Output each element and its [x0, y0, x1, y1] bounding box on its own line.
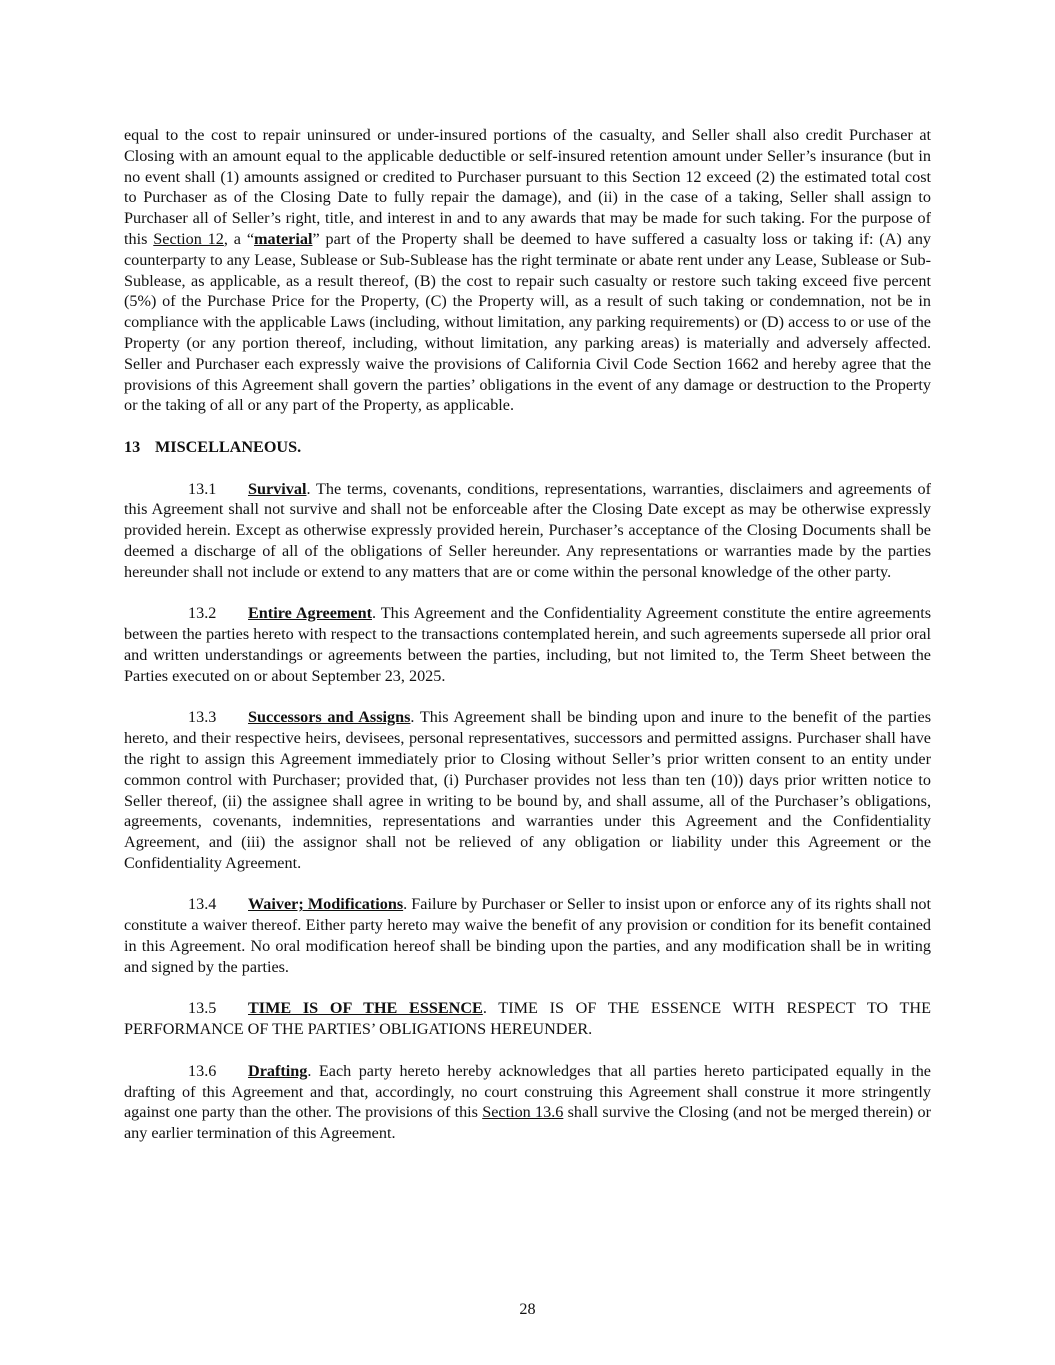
section-number: 13.3 [188, 708, 217, 727]
section-13-5: 13.5 TIME IS OF THE ESSENCE. TIME IS OF THE ESSENCE WITH RESPECT TO THE PERFORMANCE OF THE PARTIES’ OBLIGATIONS HEREUNDER. [124, 999, 931, 1039]
article-title: MISCELLANEOUS. [155, 437, 302, 456]
section-13-2: 13.2 Entire Agreement. This Agreement and the Confidentiality Agreement constitute the entire agreements between the parties hereto with respect to the transactions contemplated herein, and such agreements supersede all prior oral and written understandings or agreements between the parties, including, but not limited to, the Term Sheet between the Parties executed on or about September 23, 2025. [124, 604, 931, 685]
section-title: Survival [248, 479, 307, 498]
section-title: Drafting [248, 1061, 308, 1080]
section-number: 13.1 [188, 479, 217, 498]
article-number: 13 [124, 437, 141, 456]
section-13-1: 13.1 Survival. The terms, covenants, conditions, representations, warranties, disclaimers and agreements of this Agreement shall not survive and shall not be enforceable after the Closing Date except as may be otherwise expressly provided herein. Except as otherwise expressly provided herein, Purchaser’s acceptance of the Closing Documents shall be deemed a discharge of all of the obligations of Seller hereunder. Any representations or warranties made by the parties hereunder shall not include or extend to any matters that are or come within the personal knowledge of the other party. [124, 479, 931, 581]
section-number: 13.6 [188, 1061, 217, 1080]
section-title: Successors and Assigns [248, 708, 411, 727]
section-13-4: 13.4 Waiver; Modifications. Failure by Purchaser or Seller to insist upon or enforce any of its rights shall not constitute a waiver thereof. Either party hereto may waive the benefit of any provision or condition for its benefit contained in this Agreement. No oral modification hereof shall be binding upon the parties, and any modification shall be in writing and signed by the parties. [124, 895, 931, 976]
section-12-reference: Section 12 [153, 229, 224, 248]
paragraph-section-12-continuation: equal to the cost to repair uninsured or under-insured portions of the casualty, and Seller shall also credit Purchaser at Closing with an amount equal to the applicable deductible or self-insured retention amount under Seller’s insurance (but in no event shall (1) amounts assigned or credited to Purchaser pursuant to this Section 12 exceed (2) the estimated total cost to Purchaser as of the Closing Date to fully repair the damage), and (ii) in the case of a taking, Seller shall assign to Purchaser all of Seller’s right, title, and interest in and to any awards that may be made for such taking. For the purpose of this Section 12, a “material” part of the Property shall be deemed to have suffered a casualty loss or taking if: (A) any counterparty to any Lease, Sublease or Sub-Sublease has the right terminate or abate rent under any Lease, Sublease or Sub-Sublease, as applicable, as a result thereof, (B) the cost to repair such casualty or restore such taking exceed five percent (5%) of the Purchase Price for the Property, (C) the Property will, as a result of such taking or condemnation, not be in compliance with the applicable Laws (including, without limitation, any parking requirements) or (D) access to or use of the Property (or any portion thereof, including, without limitation, any parking areas) is materially and adversely affected. Seller and Purchaser each expressly waive the provisions of California Civil Code Section 1662 and hereby agree that the provisions of this Agreement shall govern the parties’ obligations in the event of any damage or destruction to the Property or the taking of all or any part of the Property, as applicable. [124, 126, 932, 415]
section-title: TIME IS OF THE ESSENCE [248, 999, 483, 1018]
section-13-6-reference: Section 13.6 [482, 1103, 564, 1122]
article-heading [124, 437, 931, 458]
document-page [124, 125, 931, 1144]
defined-term-material: material [254, 229, 313, 248]
page-number: 28 [519, 1300, 536, 1318]
section-title: Entire Agreement [248, 604, 372, 623]
section-13-6: 13.6 Drafting. Each party hereto hereby acknowledges that all parties hereto participated equally in the drafting of this Agreement and that, accordingly, no court construing this Agreement shall construe it more stringently against one party than the other. The provisions of this Section 13.6 shall survive the Closing (and not be merged therein) or any earlier termination of this Agreement. [124, 1061, 931, 1143]
section-13-3: 13.3 Successors and Assigns. This Agreement shall be binding upon and inure to the benefit of the parties hereto, and their respective heirs, devisees, personal representatives, successors and permitted assigns. Purchaser shall have the right to assign this Agreement immediately prior to Closing without Seller’s prior written consent to an entity under common control with Purchaser; provided that, (i) Purchaser provides not less than ten (10)) days prior written notice to Seller thereof, (ii) the assignee shall agree in writing to be bound by, and shall assume, all of the Purchaser’s obligations, agreements, covenants, indemnities, representations and warranties under this Agreement and the Confidentiality Agreement, and (iii) the assignor shall not be relieved of any obligation or liability under this Agreement or the Confidentiality Agreement. [124, 708, 932, 872]
section-number: 13.5 [188, 999, 217, 1018]
section-number: 13.2 [188, 604, 217, 623]
section-title: Waiver; Modifications [248, 895, 404, 914]
section-number: 13.4 [188, 895, 217, 914]
